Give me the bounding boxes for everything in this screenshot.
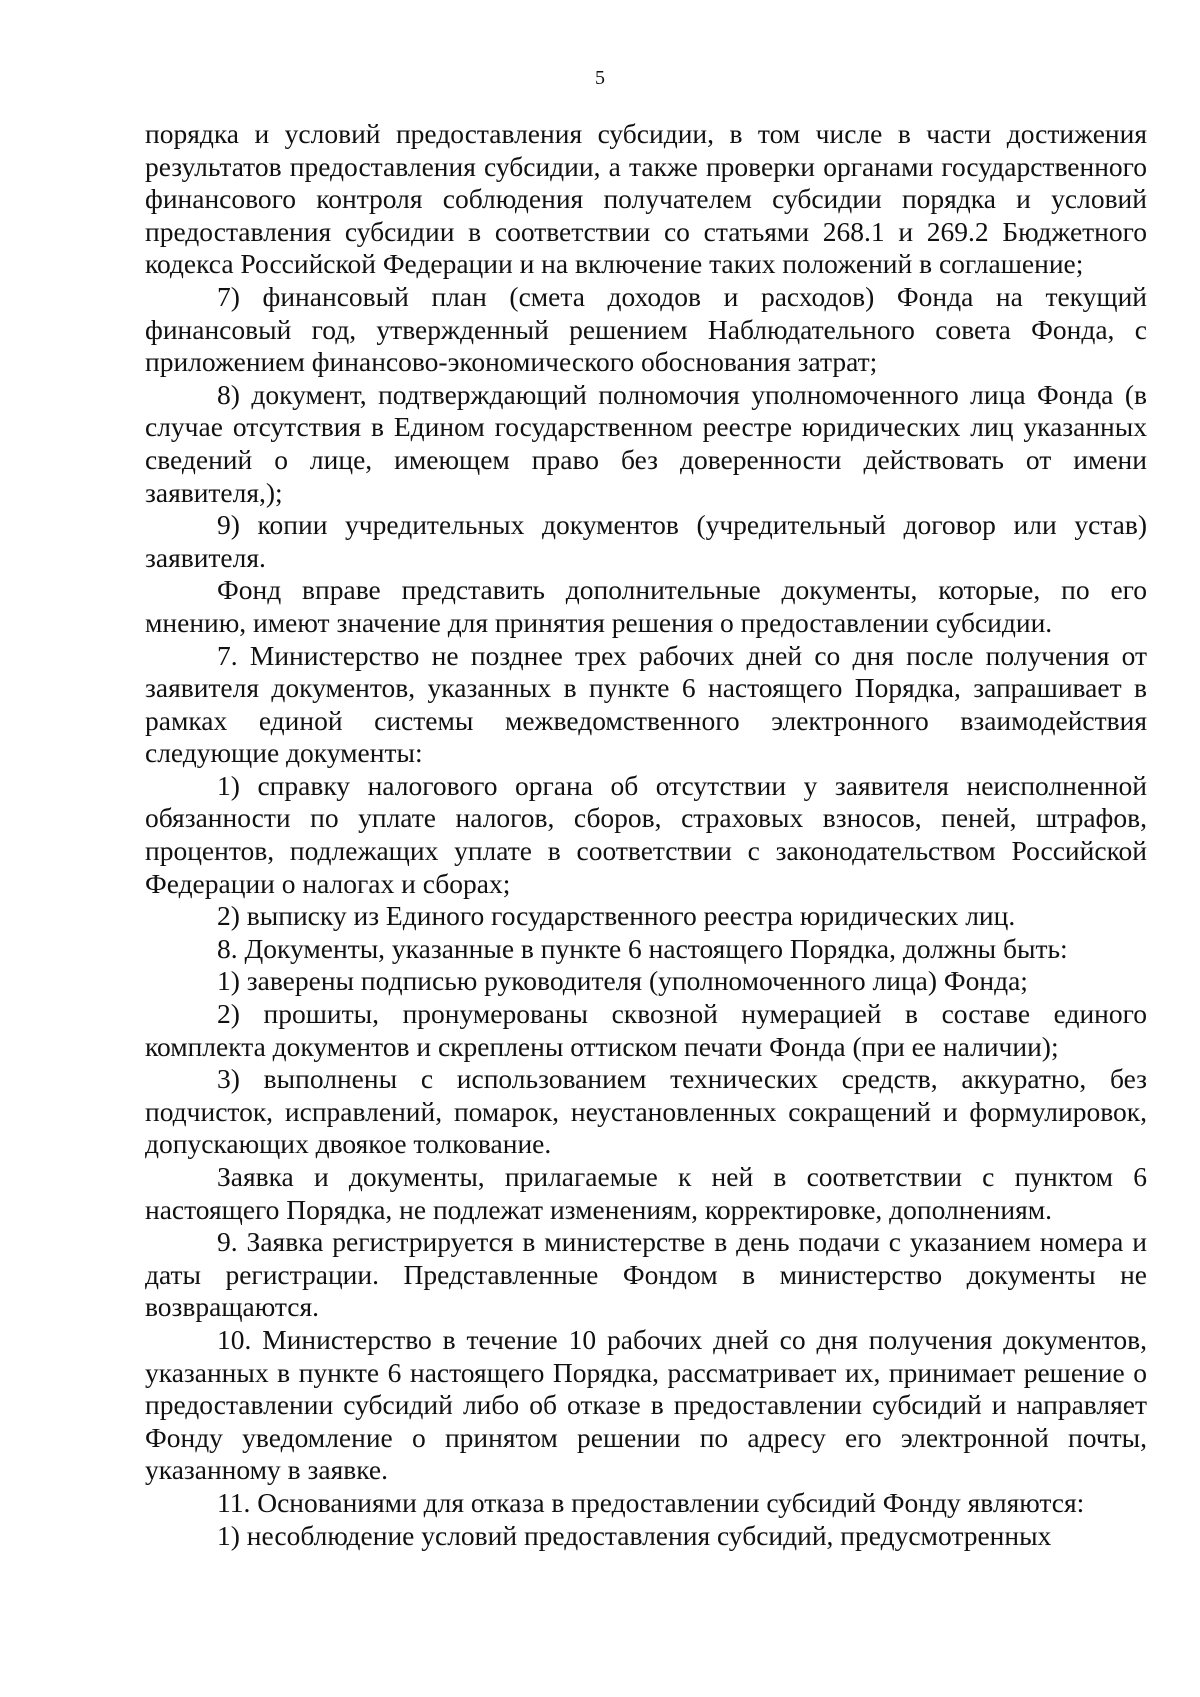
paragraph-clause-8-item-1: 1) заверены подписью руководителя (уполномоченного лица) Фонда; [217,965,1028,997]
paragraph-clause-8: 8. Документы, указанные в пункте 6 настоящего Порядка, должны быть: [217,932,1068,964]
paragraph-clause-11: 11. Основаниями для отказа в предоставлении субсидий Фонду являются: [217,1486,1085,1518]
document-body [145,118,1147,1552]
paragraph-clause-7: 7. Министерство не позднее трех рабочих дней со дня после получения от заявителя документов, указанных в пункте 6 настоящего Порядка, запрашивает в рамках единой системы межведомственного электронного взаимодействия следующие документы: [145,639,1147,769]
paragraph-clause-9: 9. Заявка регистрируется в министерстве в день подачи с указанием номера и даты регистрации. Представленные Фондом в министерство документы не возвращаются. [145,1226,1147,1323]
paragraph-clause-11-item-1: 1) несоблюдение условий предоставления субсидий, предусмотренных [217,1519,1052,1551]
paragraph-clause-7-item-1: 1) справку налогового органа об отсутствии у заявителя неисполненной обязанности по уплате налогов, сборов, страховых взносов, пеней, штрафов, процентов, подлежащих уплате в соответствии с законодательством Российской Федерации о налогах и сборах; [145,769,1147,899]
paragraph-clause-7-item-2: 2) выписку из Единого государственного реестра юридических лиц. [217,900,1016,932]
page-number: 5 [595,67,605,89]
paragraph-additional-documents: Фонд вправе представить дополнительные документы, которые, по его мнению, имеют значение для принятия решения о предоставлении субсидии. [145,574,1147,638]
paragraph-application-changes: Заявка и документы, прилагаемые к ней в соответствии с пунктом 6 настоящего Порядка, не подлежат изменениям, корректировке, дополнениям. [145,1161,1147,1225]
paragraph-clause-8-item-2: 2) прошиты, пронумерованы сквозной нумерацией в составе единого комплекта документов и скреплены оттиском печати Фонда (при ее наличии); [145,998,1147,1062]
paragraph-clause-10: 10. Министерство в течение 10 рабочих дней со дня получения документов, указанных в пункте 6 настоящего Порядка, рассматривает их, принимает решение о предоставлении субсидий либо об отказе в предоставлении субсидий и направляет Фонду уведомление о принятом решении по адресу его электронной почты, указанному в заявке. [145,1323,1147,1486]
paragraph-continuation: порядка и условий предоставления субсидии, в том числе в части достижения результатов предоставления субсидии, а также проверки органами государственного финансового контроля соблюдения получателем субсидии порядка и условий предоставления субсидии в соответствии со статьями 268.1 и 269.2 Бюджетного кодекса Российской Федерации и на включение таких положений в соглашение; [145,118,1147,280]
paragraph-clause-8-item-3: 3) выполнены с использованием технических средств, аккуратно, без подчисток, исправлений, помарок, неустановленных сокращений и формулировок, допускающих двоякое толкование. [145,1063,1147,1160]
paragraph-item-8-authority-document: 8) документ, подтверждающий полномочия уполномоченного лица Фонда (в случае отсутствия в Едином государственном реестре юридических лиц указанных сведений о лице, имеющем право без доверенности действовать от имени заявителя,); [145,378,1147,508]
paragraph-item-7-financial-plan: 7) финансовый план (смета доходов и расходов) Фонда на текущий финансовый год, утвержденный решением Наблюдательного совета Фонда, с приложением финансово-экономического обоснования затрат; [145,280,1147,378]
paragraph-item-9-founding-documents: 9) копии учредительных документов (учредительный договор или устав) заявителя. [145,509,1147,573]
